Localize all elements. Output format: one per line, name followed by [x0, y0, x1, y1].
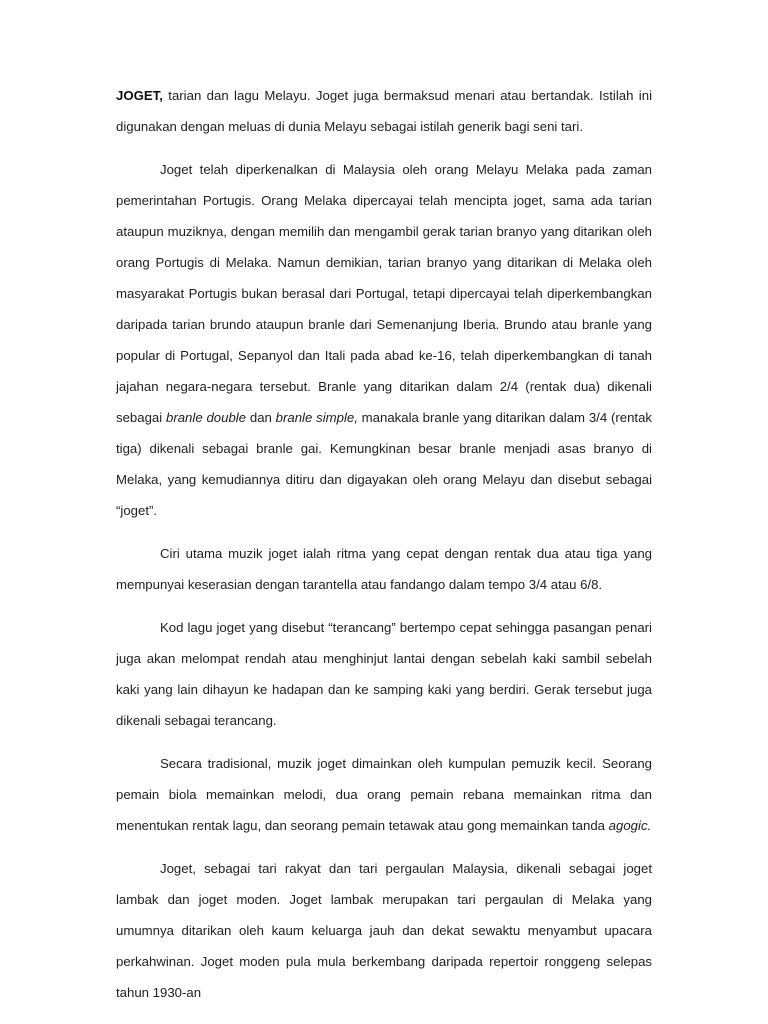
paragraph-terancang [116, 612, 652, 736]
paragraph-history-text-c: manakala branle yang ditarikan dalam 3/4 (rentak tiga) dikenali sebagai branle gai. Kemungkinan besar branle menjadi asas branyo di Melaka, yang kemudiannya ditiru dan digayakan oleh orang Melayu dan disebut sebagai “joget”. [116, 410, 653, 518]
document-body [116, 80, 652, 1020]
entry-heading: JOGET, [116, 88, 163, 103]
paragraph-music-characteristics [116, 538, 652, 600]
paragraph-ensemble-text-a: Secara tradisional, muzik joget dimainkan oleh kumpulan pemuzik kecil. Seorang pemain biola memainkan melodi, dua orang pemain rebana memainkan ritma dan menentukan rentak lagu, dan seorang pemain tetawak atau gong memainkan tanda [116, 756, 652, 833]
paragraph-history-text-a: Joget telah diperkenalkan di Malaysia oleh orang Melayu Melaka pada zaman pemerintahan Portugis. Orang Melaka dipercayai telah mencipta joget, sama ada tarian ataupun muziknya, dengan memilih dan mengambil gerak tarian branyo yang ditarikan oleh orang Portugis di Melaka. Namun demikian, tarian branyo yang ditarikan di Melaka oleh masyarakat Portugis bukan berasal dari Portugal, tetapi dipercayai telah diperkembangkan daripada tarian brundo ataupun branle dari Semenanjung Iberia. Brundo atau branle yang popular di Portugal, Sepanyol dan Itali pada abad ke-16, telah diperkembangkan di tanah jajahan negara-negara tersebut. Branle yang ditarikan dalam 2/4 (rentak dua) dikenali sebagai [116, 162, 652, 425]
term-branle-simple: branle simple, [275, 410, 358, 425]
paragraph-music-text: Ciri utama muzik joget ialah ritma yang cepat dengan rentak dua atau tiga yang mempunyai keserasian dengan tarantella atau fandango dalam tempo 3/4 atau 6/8. [116, 546, 652, 592]
paragraph-history-text-b: dan [246, 410, 276, 425]
paragraph-intro [116, 80, 652, 142]
paragraph-types-text: Joget, sebagai tari rakyat dan tari pergaulan Malaysia, dikenali sebagai joget lambak dan joget moden. Joget lambak merupakan tari pergaulan di Melaka yang umumnya ditarikan oleh kaum keluarga jauh dan dekat sewaktu menyambut upacara perkahwinan. Joget moden pula mula berkembang daripada repertoir ronggeng selepas tahun 1930-an [116, 861, 652, 1000]
paragraph-intro-text: tarian dan lagu Melayu. Joget juga bermaksud menari atau bertandak. Istilah ini digunakan dengan meluas di dunia Melayu sebagai istilah generik bagi seni tari. [116, 88, 652, 134]
paragraph-ensemble [116, 748, 652, 841]
paragraph-terancang-text: Kod lagu joget yang disebut “terancang” bertempo cepat sehingga pasangan penari juga akan melompat rendah atau menghinjut lantai dengan sebelah kaki sambil sebelah kaki yang lain dihayun ke hadapan dan ke samping kaki yang berdiri. Gerak tersebut juga dikenali sebagai terancang. [116, 620, 652, 728]
term-agogic: agogic. [608, 818, 652, 833]
term-branle-double: branle double [166, 410, 247, 425]
paragraph-history [116, 154, 652, 526]
paragraph-types [116, 853, 652, 1008]
